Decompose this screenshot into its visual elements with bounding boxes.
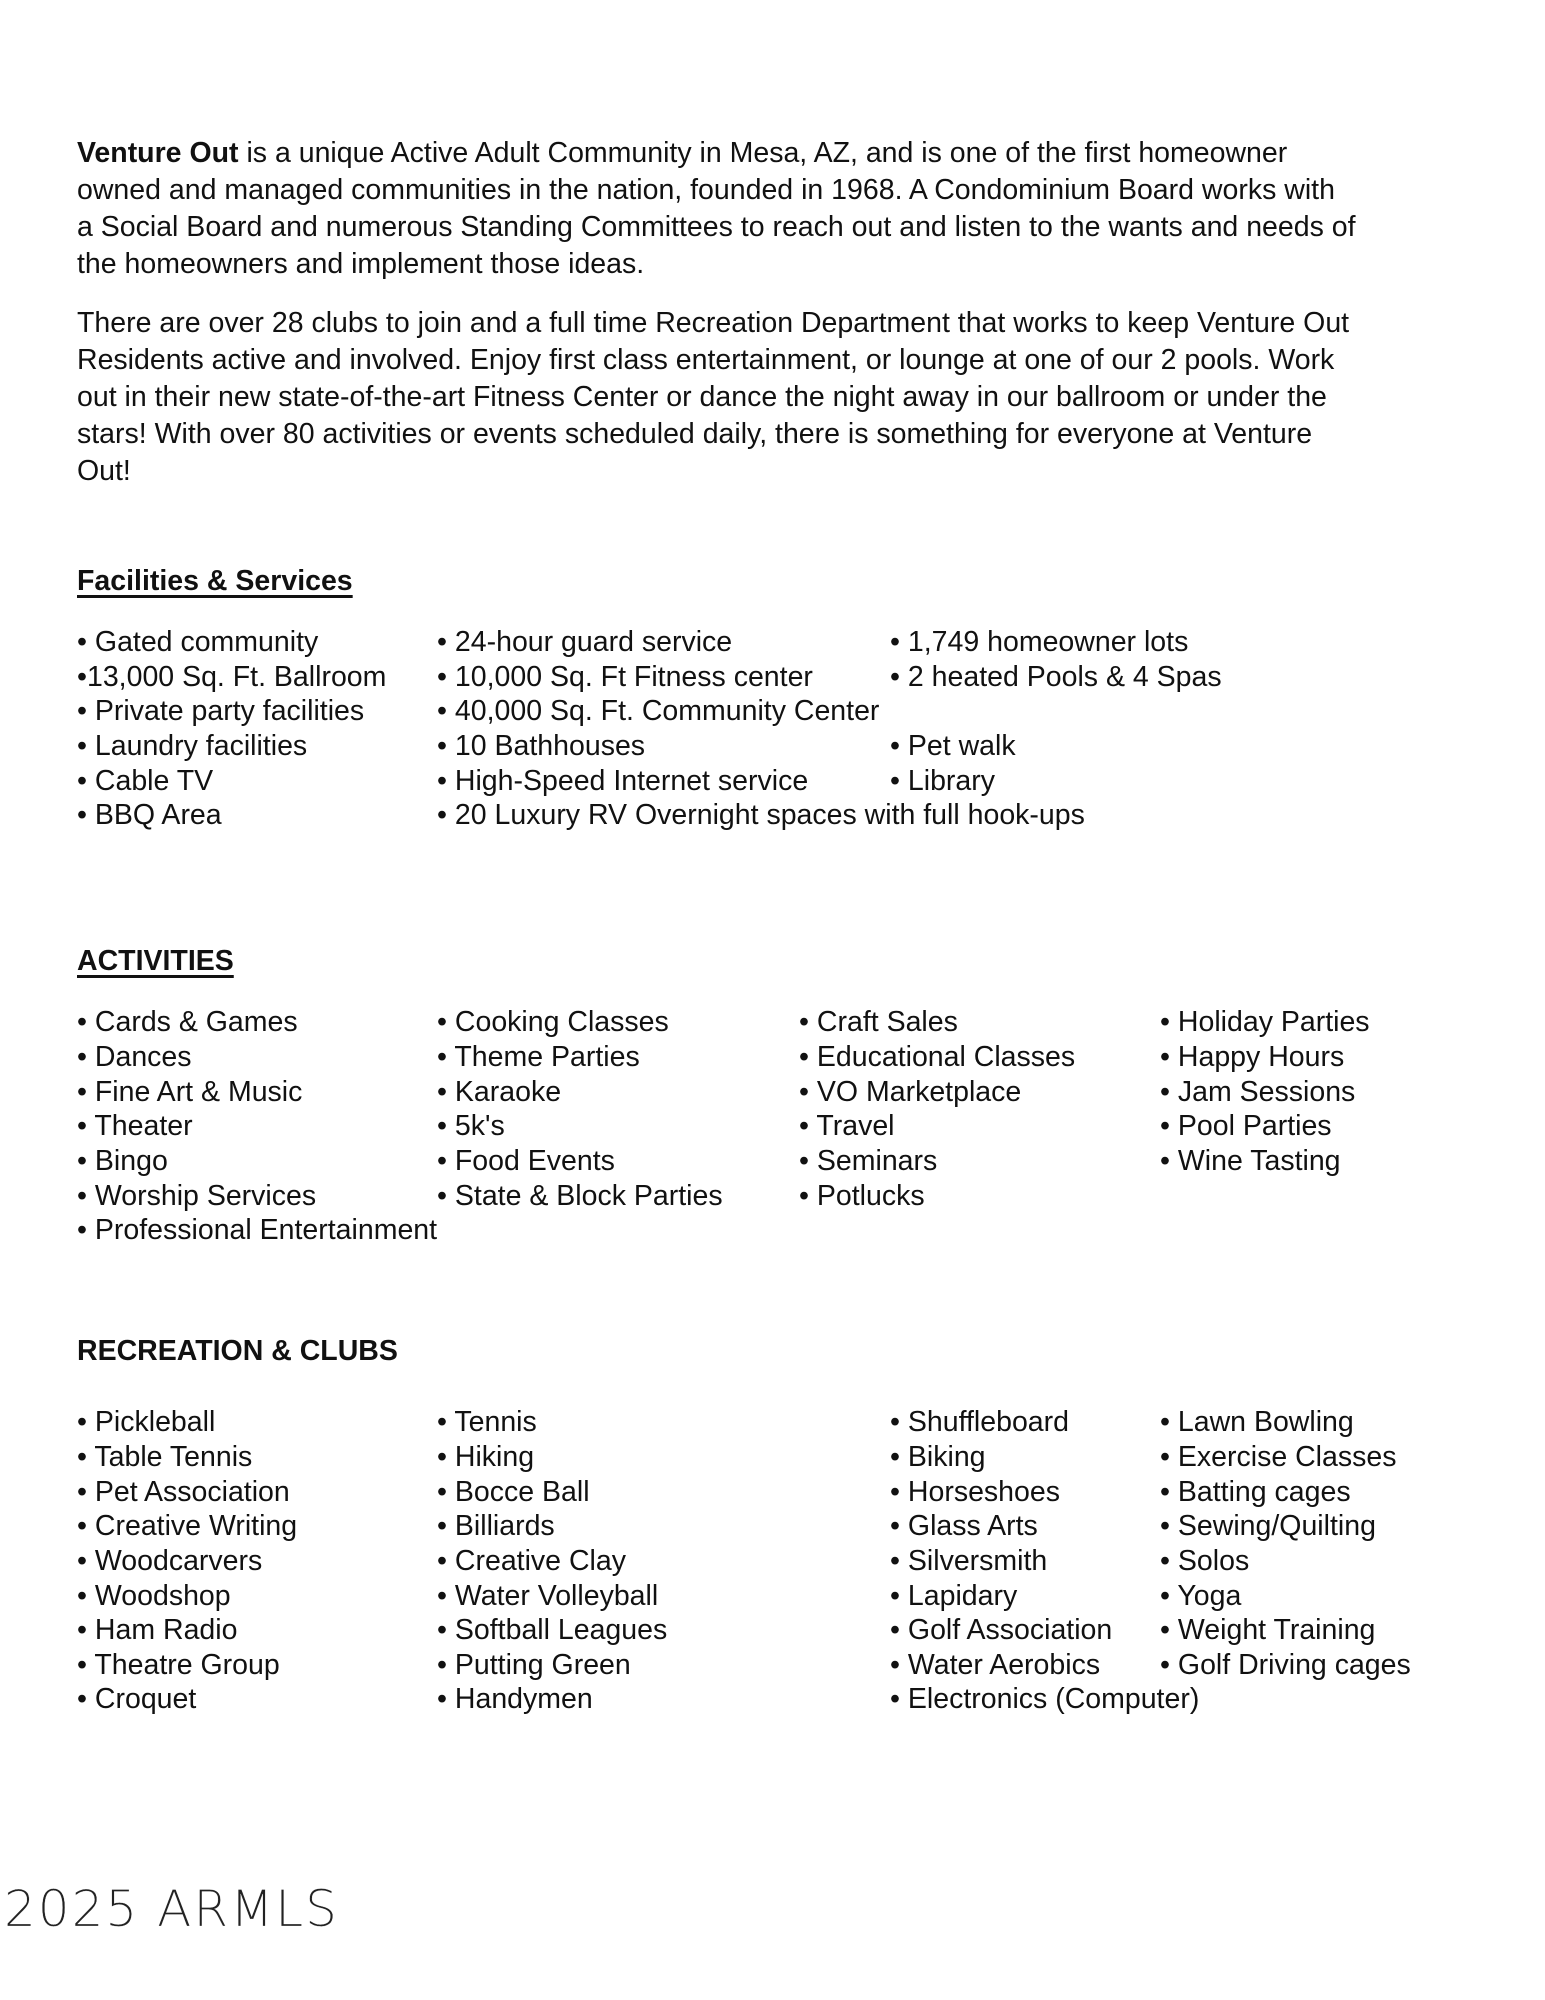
club-item: • Handymen (437, 1683, 593, 1715)
activity-item: • 5k's (437, 1110, 505, 1142)
facility-item: • 10 Bathhouses (437, 730, 646, 762)
intro-line: Residents active and involved. Enjoy first class entertainment, or lounge at one of our 2 pools. Work (77, 344, 1335, 376)
club-item: • Glass Arts (890, 1510, 1038, 1542)
activity-item: • Cooking Classes (437, 1006, 669, 1038)
activity-item: • Theme Parties (437, 1041, 640, 1073)
activity-item: • Seminars (799, 1145, 938, 1177)
activity-item: • Worship Services (77, 1180, 317, 1212)
club-item: • Bocce Ball (437, 1476, 590, 1508)
facility-item: • 40,000 Sq. Ft. Community Center (437, 695, 880, 727)
club-item: • Horseshoes (890, 1476, 1060, 1508)
club-item: • Ham Radio (77, 1614, 238, 1646)
activity-item: • Bingo (77, 1145, 168, 1177)
facility-item: • Laundry facilities (77, 730, 308, 762)
activity-item: • Travel (799, 1110, 895, 1142)
club-item: • Lapidary (890, 1580, 1018, 1612)
activity-item: • Dances (77, 1041, 192, 1073)
club-item: • Water Aerobics (890, 1649, 1101, 1681)
activity-item: • Karaoke (437, 1076, 562, 1108)
club-item: • Water Volleyball (437, 1580, 659, 1612)
activities-heading: ACTIVITIES (77, 945, 234, 977)
club-item: • Exercise Classes (1160, 1441, 1397, 1473)
intro-line: Venture Out is a unique Active Adult Community in Mesa, AZ, and is one of the first homeowner (77, 137, 1288, 169)
club-item: • Tennis (437, 1406, 537, 1438)
activity-item: • Food Events (437, 1145, 615, 1177)
facility-item: • Gated community (77, 626, 319, 658)
club-item: • Croquet (77, 1683, 197, 1715)
activity-item: • Educational Classes (799, 1041, 1076, 1073)
club-item: • Sewing/Quilting (1160, 1510, 1376, 1542)
club-item: • Hiking (437, 1441, 535, 1473)
recreation-heading: RECREATION & CLUBS (77, 1335, 398, 1367)
facility-item: •13,000 Sq. Ft. Ballroom (77, 661, 387, 693)
club-item: • Billiards (437, 1510, 555, 1542)
brand-name: Venture Out (77, 137, 239, 169)
intro-line: out in their new state-of-the-art Fitness Center or dance the night away in our ballroom or under the (77, 381, 1327, 413)
club-item: • Table Tennis (77, 1441, 253, 1473)
activity-item: • Craft Sales (799, 1006, 958, 1038)
club-item: • Creative Clay (437, 1545, 626, 1577)
intro-line: Out! (77, 455, 131, 487)
club-item: • Woodshop (77, 1580, 231, 1612)
facility-item: • 2 heated Pools & 4 Spas (890, 661, 1222, 693)
facility-item: • High-Speed Internet service (437, 765, 809, 797)
activity-item: • Professional Entertainment (77, 1214, 438, 1246)
club-item: • Softball Leagues (437, 1614, 668, 1646)
activity-item: • Cards & Games (77, 1006, 298, 1038)
activity-item: • Theater (77, 1110, 193, 1142)
club-item: • Theatre Group (77, 1649, 280, 1681)
activity-item: • Holiday Parties (1160, 1006, 1370, 1038)
facility-item: • 24-hour guard service (437, 626, 733, 658)
club-item: • Solos (1160, 1545, 1250, 1577)
club-item: • Pet Association (77, 1476, 290, 1508)
club-item: • Weight Training (1160, 1614, 1376, 1646)
facility-item: • Pet walk (890, 730, 1016, 762)
club-item: • Silversmith (890, 1545, 1048, 1577)
intro-line: There are over 28 clubs to join and a full time Recreation Department that works to keep Venture Out (77, 307, 1350, 339)
club-item: • Shuffleboard (890, 1406, 1070, 1438)
club-item: • Woodcarvers (77, 1545, 263, 1577)
club-item: • Yoga (1160, 1580, 1242, 1612)
activity-item: • Potlucks (799, 1180, 925, 1212)
copyright-watermark: 2025 ARMLS (4, 1880, 339, 1938)
activity-item: • State & Block Parties (437, 1180, 723, 1212)
club-item: • Golf Association (890, 1614, 1113, 1646)
facility-item: • 20 Luxury RV Overnight spaces with full hook-ups (437, 799, 1085, 831)
facility-item: • Cable TV (77, 765, 214, 797)
facility-item: • 1,749 homeowner lots (890, 626, 1189, 658)
club-item: • Lawn Bowling (1160, 1406, 1354, 1438)
facility-item: • Library (890, 765, 996, 797)
facility-item: • BBQ Area (77, 799, 222, 831)
club-item: • Batting cages (1160, 1476, 1351, 1508)
activity-item: • VO Marketplace (799, 1076, 1022, 1108)
club-item: • Golf Driving cages (1160, 1649, 1411, 1681)
activity-item: • Happy Hours (1160, 1041, 1345, 1073)
intro-line: the homeowners and implement those ideas. (77, 248, 645, 280)
activity-item: • Fine Art & Music (77, 1076, 303, 1108)
intro-line: stars! With over 80 activities or events scheduled daily, there is something for everyone at Venture (77, 418, 1313, 450)
activity-item: • Jam Sessions (1160, 1076, 1356, 1108)
club-item: • Pickleball (77, 1406, 216, 1438)
intro-line: a Social Board and numerous Standing Committees to reach out and listen to the wants and needs of (77, 211, 1356, 243)
club-item: • Electronics (Computer) (890, 1683, 1200, 1715)
intro-line: owned and managed communities in the nation, founded in 1968. A Condominium Board works with (77, 174, 1335, 206)
activity-item: • Wine Tasting (1160, 1145, 1341, 1177)
club-item: • Creative Writing (77, 1510, 298, 1542)
activity-item: • Pool Parties (1160, 1110, 1332, 1142)
club-item: • Biking (890, 1441, 986, 1473)
facility-item: • 10,000 Sq. Ft Fitness center (437, 661, 813, 693)
club-item: • Putting Green (437, 1649, 631, 1681)
facilities-heading: Facilities & Services (77, 565, 353, 597)
facility-item: • Private party facilities (77, 695, 365, 727)
